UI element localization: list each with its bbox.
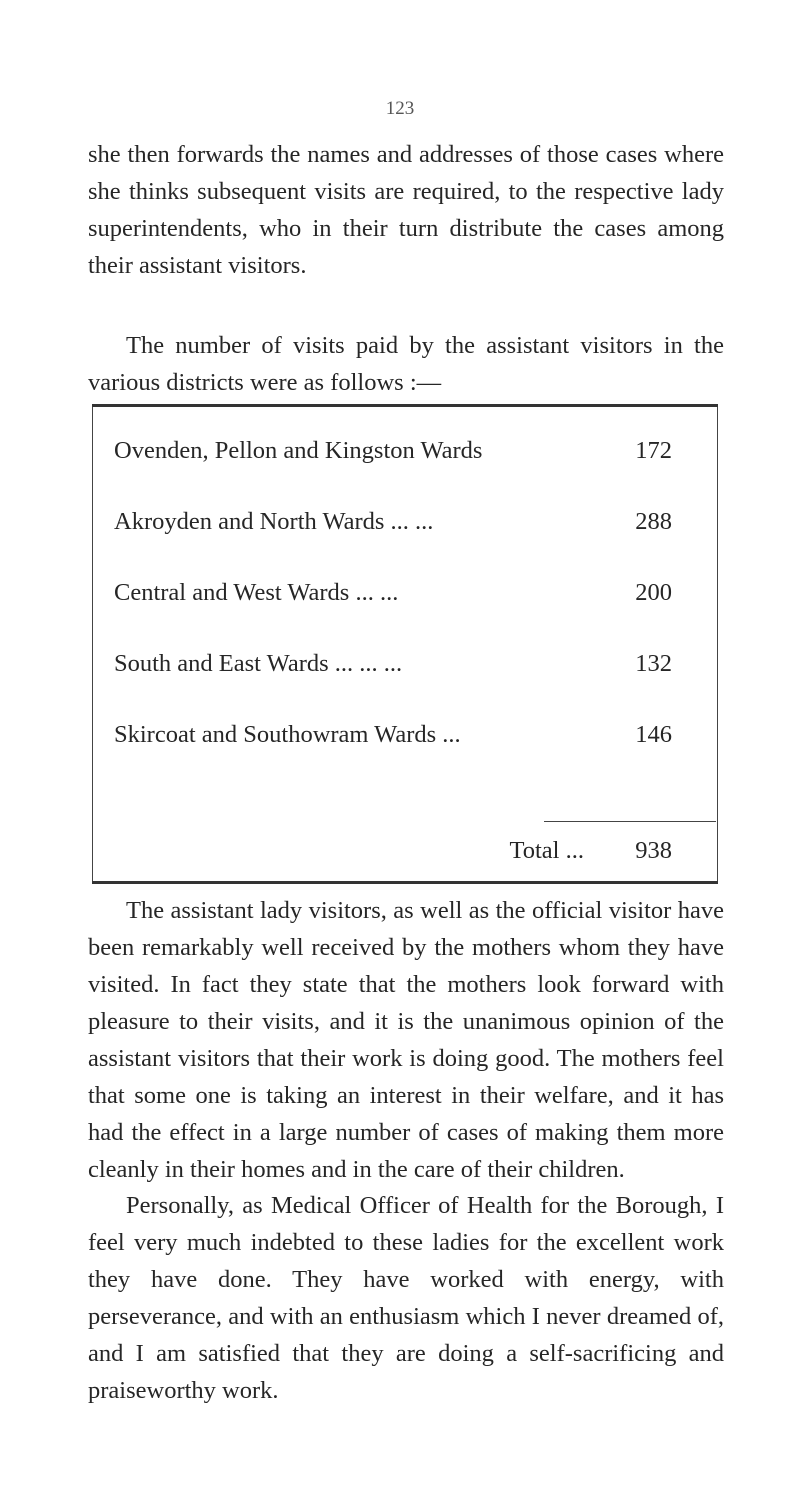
table-row [114,433,694,469]
ward-label: Central and West Wards ... ... [114,579,399,606]
table-row [114,717,694,753]
paragraph-2-text: The number of visits paid by the assistant visitors in the various districts were as follows :— [88,332,724,396]
ward-label: Skircoat and Southowram Wards ... [114,721,461,748]
total-value: 938 [635,837,672,864]
paragraph-3-text: The assistant lady visitors, as well as the official visitor have been remarkably well received by the mothers whom they have visited. In fact they state that the mothers look forward with pleasure to their visits, and it is the unanimous opinion of the assistant visitors that their work is doing good. The mothers feel that some one is taking an interest in their welfare, and it has had the effect in a large number of cases of making them more cleanly in their homes and in the care of their children. [88,897,724,1183]
paragraph-4-text: Personally, as Medical Officer of Health for the Borough, I feel very much indebted to these ladies for the excellent work they have done. They have worked with energy, with perseverance, and with an enthusiasm which I never dreamed of, and I am satisfied that they are doing a self-sacrificing and praiseworthy work. [88,1192,724,1404]
table-row [114,575,694,611]
visits-value: 200 [635,579,672,606]
table-row [114,646,694,682]
visits-value: 146 [635,721,672,748]
paragraph-3 [88,892,724,1188]
page-number: 123 [385,98,415,119]
total-row [114,833,694,869]
paragraph-1 [88,136,724,284]
ward-label: South and East Wards ... ... ... [114,650,403,677]
visits-value: 172 [635,437,672,464]
visits-table [92,404,718,884]
visits-value: 288 [635,508,672,535]
ward-label: Ovenden, Pellon and Kingston Wards [114,437,483,464]
total-label: Total ... [509,837,584,864]
sum-rule [544,821,716,822]
paragraph-4 [88,1187,724,1409]
paragraph-2 [88,327,724,401]
table-row [114,504,694,540]
visits-value: 132 [635,650,672,677]
ward-label: Akroyden and North Wards ... ... [114,508,434,535]
paragraph-1-text: she then forwards the names and addresses of those cases where she thinks subsequent visits are required, to the respective lady superintendents, who in their turn distribute the cases among their assistant visitors. [88,141,724,279]
